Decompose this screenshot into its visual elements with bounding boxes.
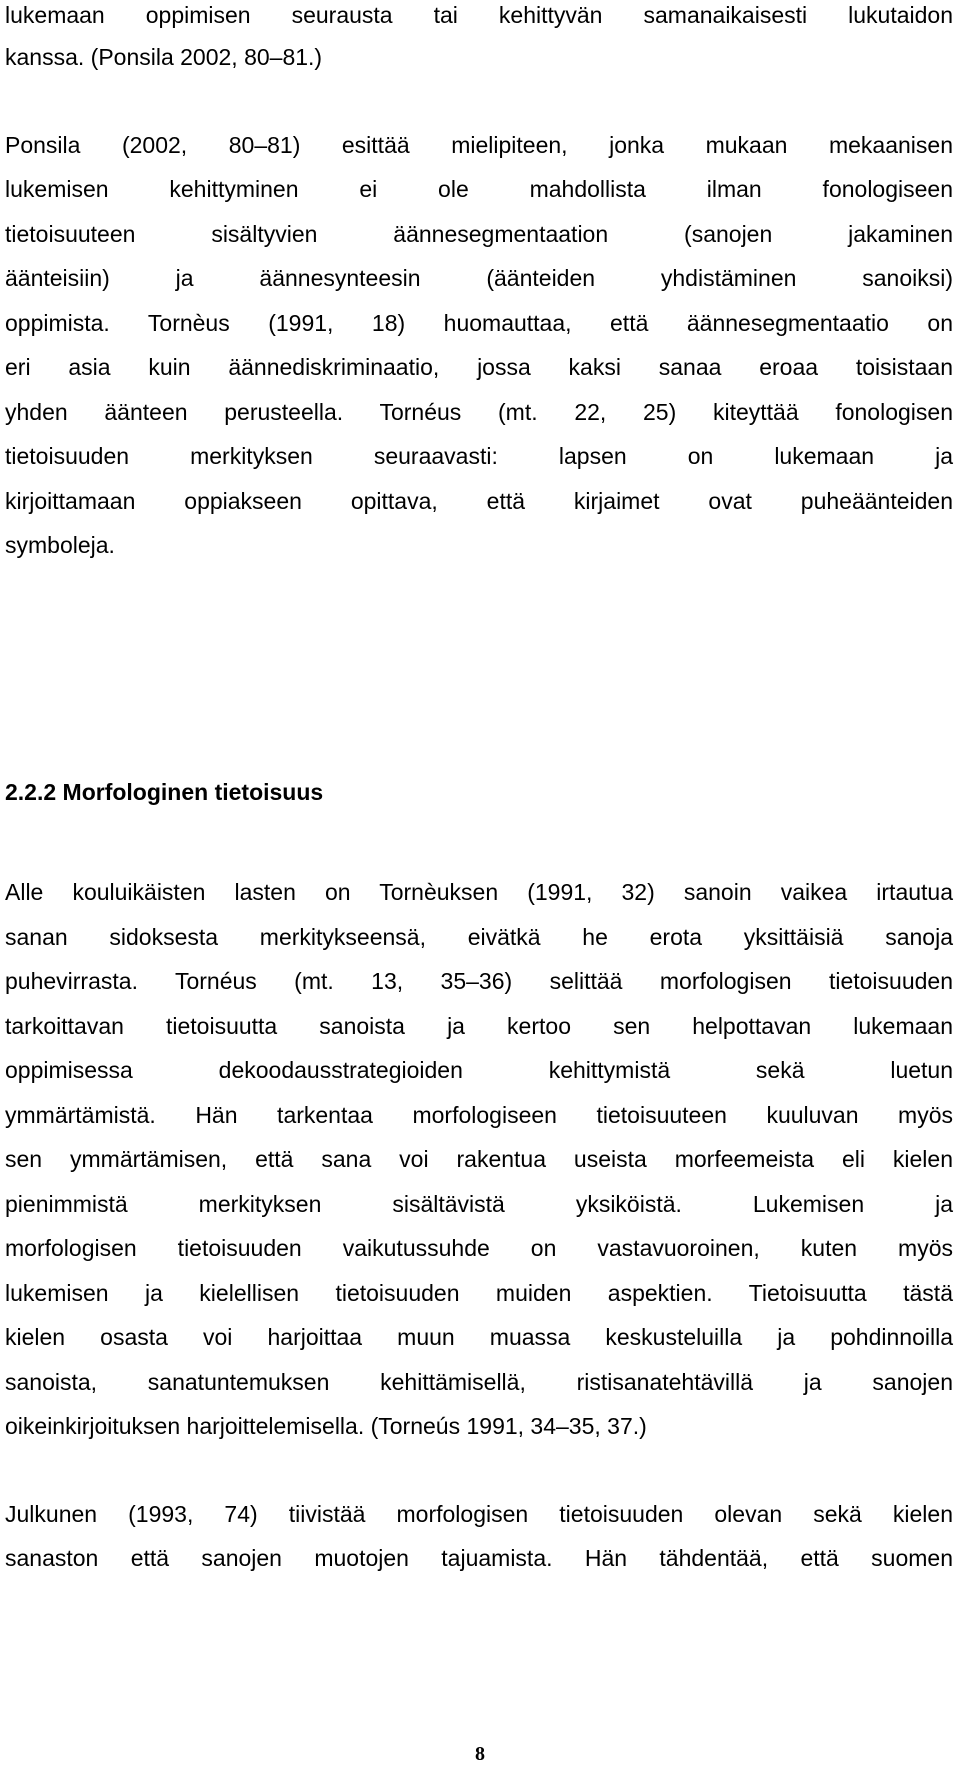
text-line: puhevirrasta. Tornéus (mt. 13, 35–36) selittää morfologisen tietoisuuden bbox=[5, 968, 953, 994]
text-line: oppimista. Tornèus (1991, 18) huomauttaa, että äännesegmentaatio on bbox=[5, 310, 953, 336]
text-line: ymmärtämistä. Hän tarkentaa morfologiseen tietoisuuteen kuuluvan myös bbox=[5, 1102, 953, 1128]
text-line: kirjoittamaan oppiakseen opittava, että kirjaimet ovat puheäänteiden bbox=[5, 488, 953, 514]
text-line: tietoisuuteen sisältyvien äännesegmentaation (sanojen jakaminen bbox=[5, 221, 953, 247]
text-line: äänteisiin) ja äännesynteesin (äänteiden yhdistäminen sanoiksi) bbox=[5, 265, 953, 291]
text-line: kielen osasta voi harjoittaa muun muassa keskusteluilla ja pohdinnoilla bbox=[5, 1324, 953, 1350]
text-line: tietoisuuden merkityksen seuraavasti: lapsen on lukemaan ja bbox=[5, 443, 953, 469]
text-line: pienimmistä merkityksen sisältävistä yksiköistä. Lukemisen ja bbox=[5, 1191, 953, 1217]
section-heading: 2.2.2 Morfologinen tietoisuus bbox=[5, 779, 324, 805]
text-line: sanoista, sanatuntemuksen kehittämisellä, ristisanatehtävillä ja sanojen bbox=[5, 1369, 953, 1395]
text-line: lukemisen kehittyminen ei ole mahdollista ilman fonologiseen bbox=[5, 176, 953, 202]
text-line: eri asia kuin äännediskriminaatio, jossa kaksi sanaa eroaa toisistaan bbox=[5, 354, 953, 380]
text-line: lukemisen ja kielellisen tietoisuuden muiden aspektien. Tietoisuutta tästä bbox=[5, 1280, 953, 1306]
page-number: 8 bbox=[475, 1743, 485, 1765]
text-line: Ponsila (2002, 80–81) esittää mielipiteen, jonka mukaan mekaanisen bbox=[5, 132, 953, 158]
text-line: tarkoittavan tietoisuutta sanoista ja kertoo sen helpottavan lukemaan bbox=[5, 1013, 953, 1039]
text-line: yhden äänteen perusteella. Tornéus (mt. 22, 25) kiteyttää fonologisen bbox=[5, 399, 953, 425]
text-line: sanaston että sanojen muotojen tajuamista. Hän tähdentää, että suomen bbox=[5, 1545, 953, 1571]
text-line: kanssa. (Ponsila 2002, 80–81.) bbox=[5, 44, 323, 70]
text-line: oppimisessa dekoodausstrategioiden kehittymistä sekä luetun bbox=[5, 1057, 953, 1083]
text-line: symboleja. bbox=[5, 532, 115, 558]
text-line: morfologisen tietoisuuden vaikutussuhde on vastavuoroinen, kuten myös bbox=[5, 1235, 953, 1261]
text-line: sanan sidoksesta merkitykseensä, eivätkä he erota yksittäisiä sanoja bbox=[5, 924, 953, 950]
text-line: Alle kouluikäisten lasten on Tornèuksen (1991, 32) sanoin vaikea irtautua bbox=[5, 879, 953, 905]
text-line: oikeinkirjoituksen harjoittelemisella. (Torneús 1991, 34–35, 37.) bbox=[5, 1413, 647, 1439]
text-line: sen ymmärtämisen, että sana voi rakentua useista morfeemeista eli kielen bbox=[5, 1146, 953, 1172]
text-line: lukemaan oppimisen seurausta tai kehittyvän samanaikaisesti lukutaidon bbox=[5, 2, 953, 28]
text-line: Julkunen (1993, 74) tiivistää morfologisen tietoisuuden olevan sekä kielen bbox=[5, 1501, 953, 1527]
